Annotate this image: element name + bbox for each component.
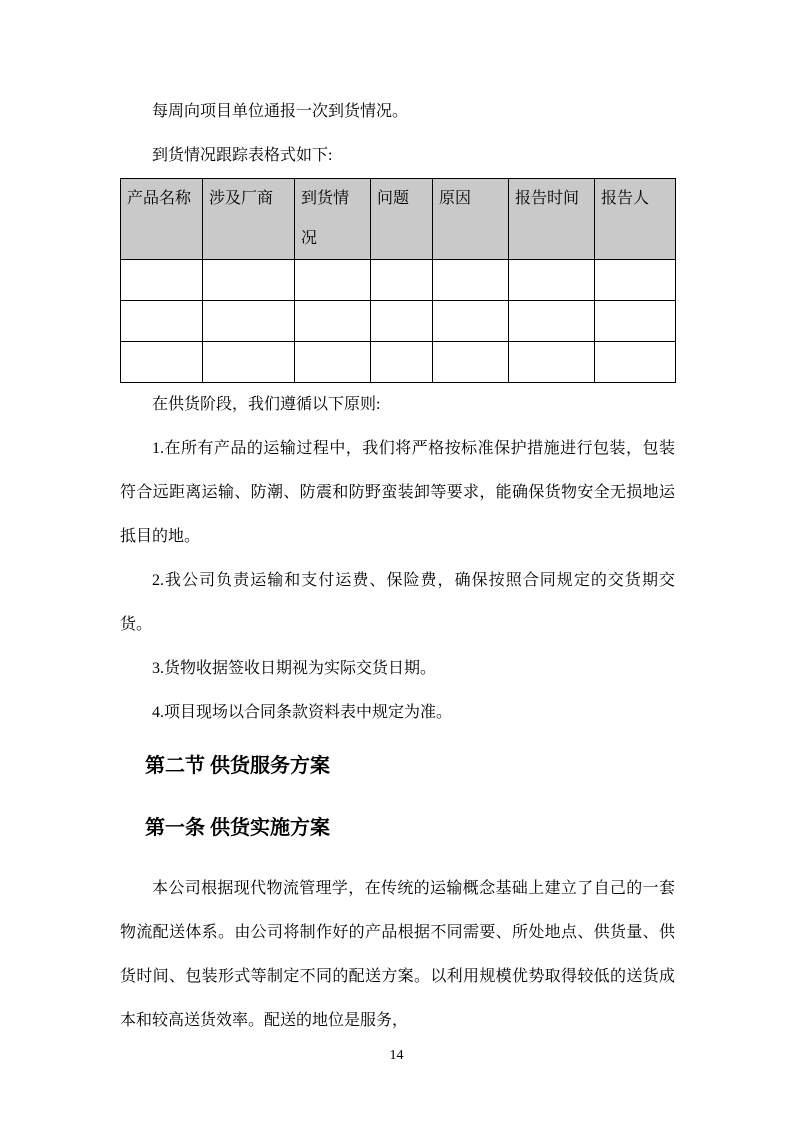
table-cell bbox=[433, 301, 509, 342]
table-cell bbox=[595, 260, 676, 301]
table-header-cell-vendor: 涉及厂商 bbox=[203, 179, 295, 260]
table-header-cell-issue: 问题 bbox=[371, 179, 433, 260]
table-cell bbox=[371, 342, 433, 383]
table-row bbox=[121, 260, 676, 301]
table-cell bbox=[295, 342, 371, 383]
table-cell bbox=[509, 342, 595, 383]
table-header-cell-report-time: 报告时间 bbox=[509, 179, 595, 260]
table-cell bbox=[121, 260, 203, 301]
table-cell bbox=[371, 260, 433, 301]
table-row bbox=[121, 342, 676, 383]
paragraph-intro-1: 每周向项目单位通报一次到货情况。 bbox=[152, 103, 409, 120]
table-header-cell-arrival-status: 到货情况 bbox=[295, 179, 371, 260]
table-cell bbox=[509, 301, 595, 342]
paragraph-principles-intro: 在供货阶段，我们遵循以下原则: bbox=[152, 396, 381, 413]
table-cell bbox=[433, 260, 509, 301]
page-number: 14 bbox=[389, 1048, 404, 1063]
section-heading: 第二节 供货服务方案 bbox=[145, 755, 330, 777]
arrival-tracking-table bbox=[120, 178, 676, 383]
table-cell bbox=[509, 260, 595, 301]
paragraph-principle-2: 2.我公司负责运输和支付运费、保险费，确保按照合同规定的交货期交货。 bbox=[120, 572, 675, 633]
table-header bbox=[121, 179, 676, 260]
paragraph-body: 本公司根据现代物流管理学，在传统的运输概念基础上建立了自己的一套物流配送体系。由公司将制作好的产品根据不同需要、所处地点、供货量、供货时间、包装形式等制定不同的配送方案。以利用规模优势取得较低的送货成本和较高送货效率。配送的地位是服务， bbox=[120, 880, 675, 1029]
table-header-cell-product-name: 产品名称 bbox=[121, 179, 203, 260]
table-header-cell-reason: 原因 bbox=[433, 179, 509, 260]
paragraph-principle-1: 1.在所有产品的运输过程中，我们将严格按标准保护措施进行包装，包装符合远距离运输、防潮、防震和防野蛮装卸等要求，能确保货物安全无损地运抵目的地。 bbox=[120, 440, 675, 545]
table-cell bbox=[121, 342, 203, 383]
table-cell bbox=[371, 301, 433, 342]
table-header-cell-reporter: 报告人 bbox=[595, 179, 676, 260]
table-cell bbox=[121, 301, 203, 342]
table-cell bbox=[295, 260, 371, 301]
table-header-row bbox=[121, 179, 676, 260]
paragraph-intro-2: 到货情况跟踪表格式如下: bbox=[152, 147, 333, 164]
table-cell bbox=[203, 342, 295, 383]
table-cell bbox=[203, 260, 295, 301]
table-cell bbox=[295, 301, 371, 342]
table-cell bbox=[595, 342, 676, 383]
table-body bbox=[121, 260, 676, 383]
paragraph-principle-4: 4.项目现场以合同条款资料表中规定为准。 bbox=[152, 704, 453, 721]
table-cell bbox=[433, 342, 509, 383]
article-heading: 第一条 供货实施方案 bbox=[145, 817, 330, 839]
table-cell bbox=[595, 301, 676, 342]
table-row bbox=[121, 301, 676, 342]
paragraph-principle-3: 3.货物收据签收日期视为实际交货日期。 bbox=[152, 660, 437, 677]
table-cell bbox=[203, 301, 295, 342]
